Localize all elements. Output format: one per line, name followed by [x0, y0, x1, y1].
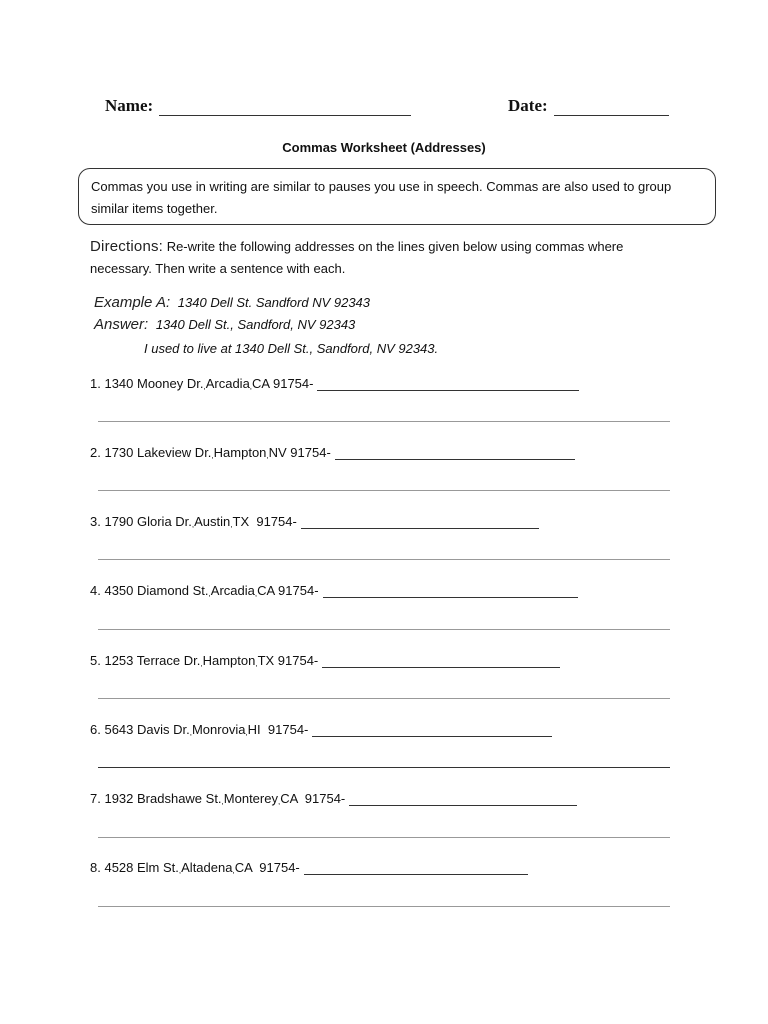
item-street: 1253 Terrace Dr. [104, 653, 201, 668]
name-blank[interactable] [159, 97, 411, 116]
item-street: 5643 Davis Dr. [104, 722, 190, 737]
sentence-writing-line[interactable] [98, 837, 670, 838]
address-text [90, 445, 331, 460]
caret-mark: , [277, 797, 281, 806]
caret-mark: , [249, 382, 253, 391]
example-a-text: 1340 Dell St. Sandford NV 92343 [177, 295, 371, 310]
page-title: Commas Worksheet (Addresses) [282, 140, 486, 155]
answer-blank[interactable] [323, 583, 578, 598]
sentence-writing-line[interactable] [98, 490, 670, 491]
caret-mark: , [230, 520, 233, 529]
sentence-writing-line[interactable] [98, 698, 670, 699]
caret-mark: , [178, 866, 182, 875]
address-text [90, 791, 345, 806]
date-field [508, 96, 669, 116]
item-state-zip: CA 91754- [252, 376, 314, 391]
directions-label: Directions: [90, 238, 164, 255]
intro-box: Commas you use in writing are similar to pauses you use in speech. Commas are also used to group similar items together. [78, 168, 716, 225]
item-street: 4350 Diamond St. [104, 583, 209, 598]
item-number: 2. [90, 445, 105, 460]
item-street: 1790 Gloria Dr. [104, 514, 192, 529]
answer-text: 1340 Dell St., Sandford, NV 92343 [155, 317, 356, 332]
item-number: 3. [90, 514, 105, 529]
directions [90, 236, 670, 280]
item-city: Altadena [181, 860, 233, 875]
address-item [90, 514, 539, 529]
answer-label: Answer: [94, 316, 149, 333]
item-city: Arcadia [205, 376, 250, 391]
caret-mark: , [221, 797, 224, 806]
item-state-zip: TX 91754- [257, 653, 319, 668]
address-item [90, 376, 579, 391]
address-item [90, 583, 578, 598]
answer-blank[interactable] [301, 514, 539, 529]
caret-mark: , [232, 866, 235, 875]
address-text [90, 376, 313, 391]
directions-text: Re-write the following addresses on the lines given below using commas where necessary. Then write a sentence with each. [90, 239, 624, 276]
caret-mark: , [245, 728, 248, 737]
answer-blank[interactable] [349, 791, 577, 806]
address-item [90, 791, 577, 806]
caret-mark: , [191, 520, 195, 529]
item-street: 1340 Mooney Dr. [104, 376, 204, 391]
item-number: 5. [90, 653, 105, 668]
item-number: 4. [90, 583, 105, 598]
answer-blank[interactable] [317, 376, 579, 391]
item-street: 1932 Bradshawe St. [104, 791, 222, 806]
caret-mark: , [208, 589, 211, 598]
item-number: 6. [90, 722, 105, 737]
item-city: Monrovia [191, 722, 246, 737]
item-city: Hampton [213, 445, 267, 460]
example-answer [94, 316, 355, 333]
caret-mark: , [255, 659, 258, 668]
address-text [90, 722, 308, 737]
item-state-zip: CA 91754- [280, 791, 346, 806]
item-state-zip: CA 91754- [234, 860, 300, 875]
example-a [94, 294, 370, 311]
item-number: 7. [90, 791, 105, 806]
address-item [90, 860, 528, 875]
item-street: 4528 Elm St. [104, 860, 179, 875]
address-item [90, 722, 552, 737]
item-number: 8. [90, 860, 105, 875]
item-state-zip: NV 91754- [268, 445, 331, 460]
answer-blank[interactable] [304, 860, 528, 875]
caret-mark: , [203, 382, 206, 391]
address-item [90, 445, 575, 460]
answer-blank[interactable] [335, 445, 575, 460]
example-a-label: Example A: [94, 294, 171, 311]
address-text [90, 514, 297, 529]
address-text [90, 583, 319, 598]
item-number: 1. [90, 376, 105, 391]
caret-mark: , [211, 451, 214, 460]
sentence-writing-line[interactable] [98, 767, 670, 768]
address-text [90, 653, 318, 668]
item-state-zip: CA 91754- [257, 583, 319, 598]
item-state-zip: HI 91754- [247, 722, 309, 737]
address-text [90, 860, 300, 875]
address-item [90, 653, 560, 668]
caret-mark: , [200, 659, 203, 668]
sentence-writing-line[interactable] [98, 421, 670, 422]
date-label: Date: [508, 96, 548, 115]
date-blank[interactable] [554, 97, 669, 116]
item-city: Arcadia [210, 583, 255, 598]
sentence-writing-line[interactable] [98, 906, 670, 907]
name-field [105, 96, 411, 116]
item-city: Austin [194, 514, 231, 529]
caret-mark: , [266, 451, 269, 460]
item-city: Hampton [202, 653, 256, 668]
answer-blank[interactable] [312, 722, 552, 737]
item-street: 1730 Lakeview Dr. [104, 445, 212, 460]
caret-mark: , [254, 589, 258, 598]
name-label: Name: [105, 96, 154, 115]
example-sentence: I used to live at 1340 Dell St., Sandford, NV 92343. [144, 341, 439, 356]
sentence-writing-line[interactable] [98, 559, 670, 560]
item-city: Monterey [223, 791, 278, 806]
answer-blank[interactable] [322, 653, 560, 668]
item-state-zip: TX 91754- [232, 514, 297, 529]
caret-mark: , [189, 728, 192, 737]
sentence-writing-line[interactable] [98, 629, 670, 630]
